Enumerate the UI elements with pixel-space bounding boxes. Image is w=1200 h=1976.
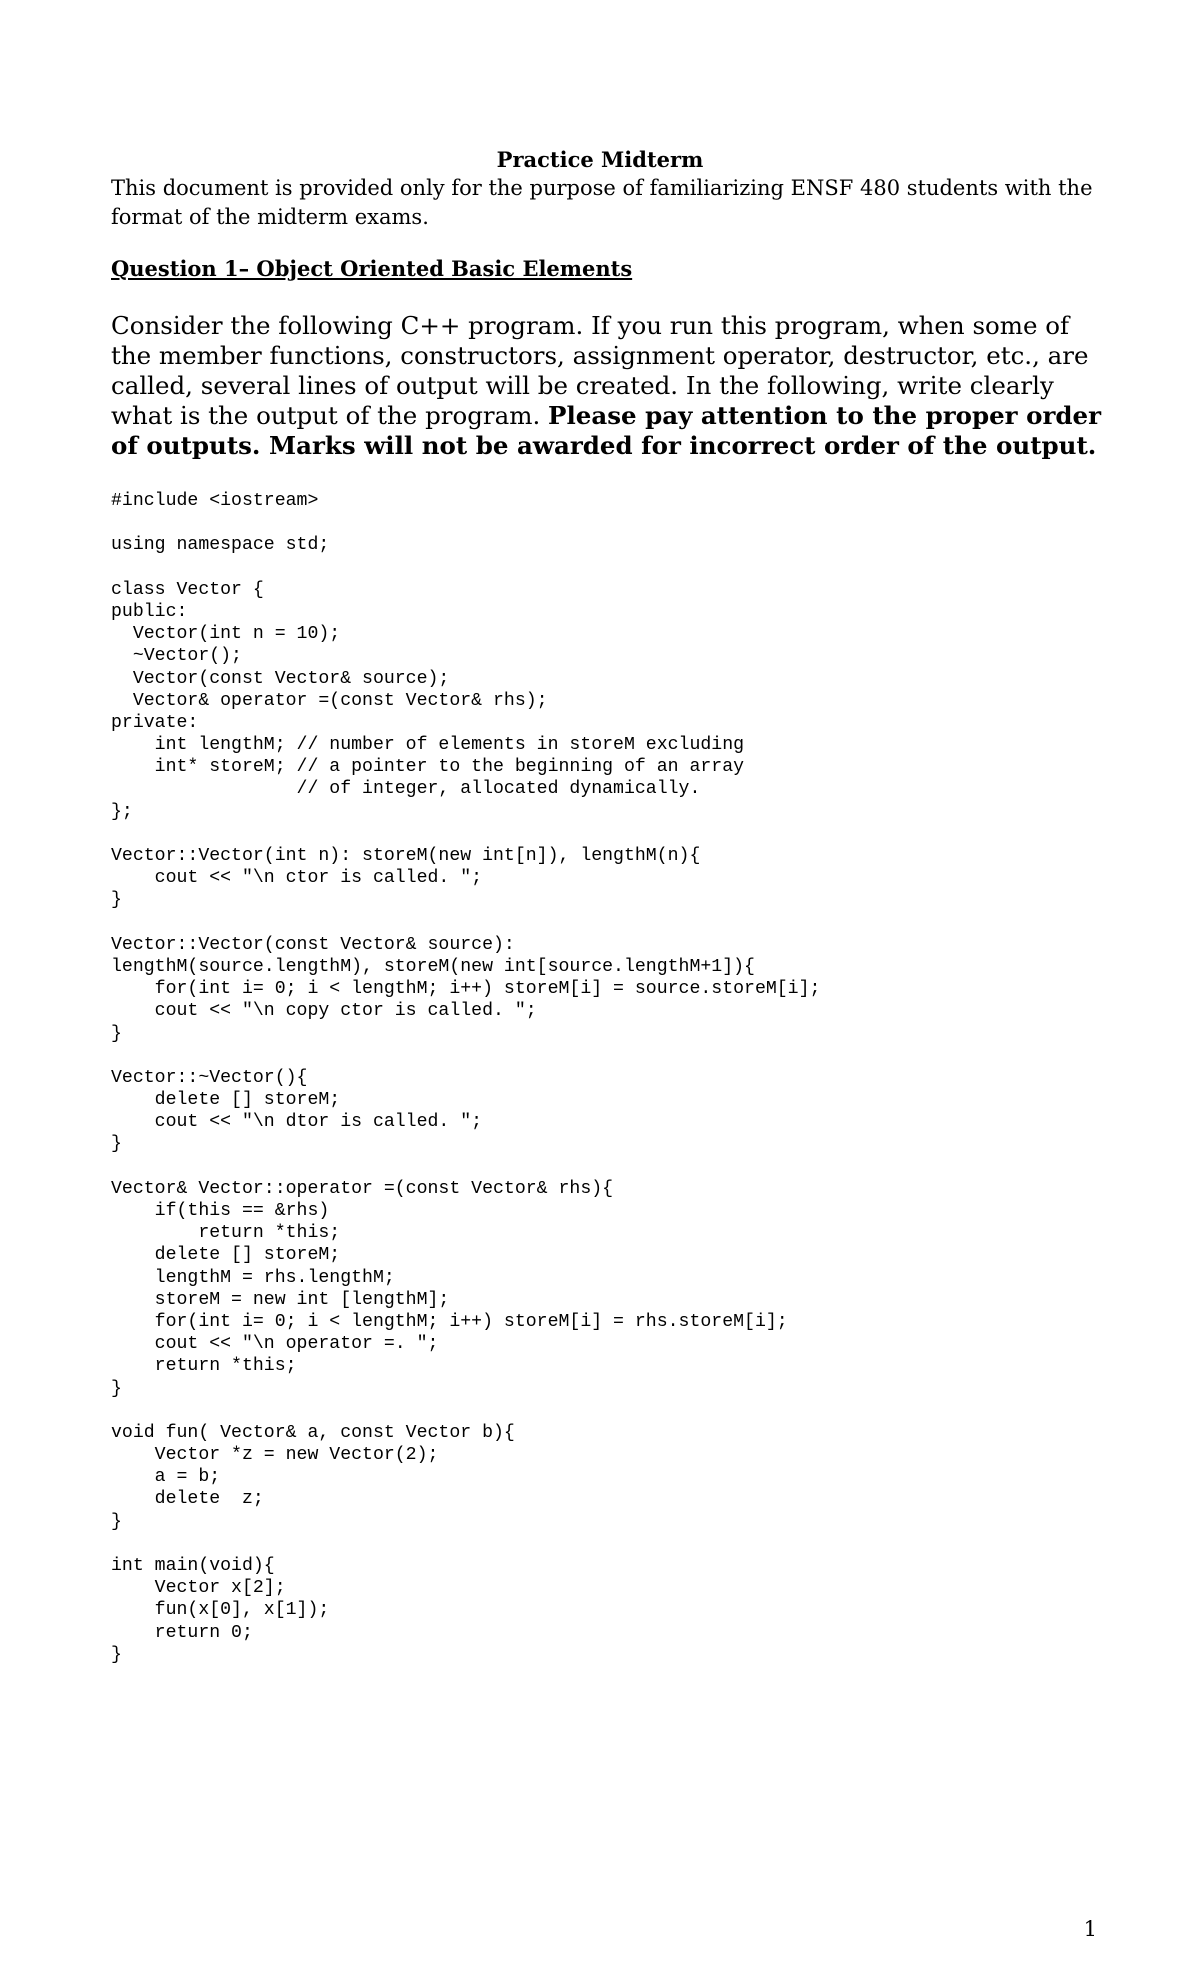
question-heading: Question 1– Object Oriented Basic Elements	[111, 256, 633, 281]
code-line: cout << "\n dtor is called. ";	[111, 1112, 483, 1133]
code-line: Vector(const Vector& source);	[111, 668, 450, 689]
code-line	[111, 912, 820, 934]
code-line: delete [] storeM;	[111, 1090, 341, 1111]
code-line: using namespace std;	[111, 535, 330, 556]
code-line: Vector& Vector::operator =(const Vector& rhs){	[111, 1178, 614, 1199]
page-title: Practice Midterm	[496, 147, 704, 172]
page-number: 1	[1083, 1917, 1097, 1941]
code-line	[111, 1045, 820, 1067]
code-line: cout << "\n operator =. ";	[111, 1334, 439, 1355]
code-line	[111, 823, 820, 845]
prompt-emphasis: Please pay attention to the proper order of outputs. Marks will not be awarded for incorrect order of the output.	[111, 401, 1101, 460]
code-line: class Vector {	[111, 579, 264, 600]
code-line: lengthM = rhs.lengthM;	[111, 1267, 395, 1288]
code-line: return 0;	[111, 1622, 253, 1643]
code-line: fun(x[0], x[1]);	[111, 1600, 330, 1621]
code-line: cout << "\n ctor is called. ";	[111, 868, 483, 889]
code-line: Vector::Vector(int n): storeM(new int[n]), lengthM(n){	[111, 846, 701, 866]
code-line: delete [] storeM;	[111, 1245, 341, 1266]
code-line: delete z;	[111, 1489, 264, 1510]
code-line: int* storeM; // a pointer to the beginning of an array	[111, 757, 745, 778]
code-line: Vector *z = new Vector(2);	[111, 1445, 439, 1466]
code-line: #include <iostream>	[111, 491, 319, 511]
code-line: }	[111, 1644, 122, 1665]
code-line: Vector x[2];	[111, 1578, 286, 1599]
code-line: if(this == &rhs)	[111, 1201, 330, 1221]
code-line: }	[111, 1378, 122, 1399]
code-line: private:	[111, 712, 199, 733]
code-line: public:	[111, 601, 188, 622]
code-line: cout << "\n copy ctor is called. ";	[111, 1001, 537, 1022]
code-line: Vector& operator =(const Vector& rhs);	[111, 690, 548, 711]
code-line	[111, 512, 820, 534]
intro-paragraph: This document is provided only for the purpose of familiarizing ENSF 480 students with the format of the midterm exams.	[111, 176, 1093, 229]
code-line: return *this;	[111, 1223, 341, 1244]
code-line: Vector::~Vector(){	[111, 1067, 308, 1088]
code-line: a = b;	[111, 1467, 221, 1488]
code-line: }	[111, 1134, 122, 1155]
code-line	[111, 1400, 820, 1422]
code-line: lengthM(source.lengthM), storeM(new int[source.lengthM+1]){	[111, 956, 755, 977]
code-line	[111, 1156, 820, 1178]
prompt-text: Consider the following C++ program. If you run this program, when some of the member functions, constructors, assignment operator, destructor, etc., are called, several lines of output will be created. In the following, write clearly what is the output of the program.	[111, 311, 1089, 430]
code-line: for(int i= 0; i < lengthM; i++) storeM[i] = rhs.storeM[i];	[111, 1311, 788, 1332]
code-line: int main(void){	[111, 1556, 275, 1576]
code-line: Vector::Vector(const Vector& source):	[111, 934, 515, 955]
code-line: Vector(int n = 10);	[111, 624, 341, 645]
code-line: storeM = new int [lengthM];	[111, 1289, 450, 1310]
code-line: void fun( Vector& a, const Vector b){	[111, 1422, 515, 1443]
question-prompt	[111, 311, 1111, 461]
code-line: }	[111, 890, 122, 911]
code-line	[111, 1533, 820, 1555]
code-line: return *this;	[111, 1356, 297, 1377]
code-line	[111, 557, 820, 579]
code-listing	[111, 490, 820, 1666]
code-line: int lengthM; // number of elements in storeM excluding	[111, 735, 745, 756]
code-line: // of integer, allocated dynamically.	[111, 779, 701, 800]
code-line: for(int i= 0; i < lengthM; i++) storeM[i] = source.storeM[i];	[111, 979, 821, 1000]
code-line: }	[111, 1511, 122, 1532]
code-line: ~Vector();	[111, 646, 242, 667]
code-line: }	[111, 1023, 122, 1044]
code-line: };	[111, 801, 133, 822]
